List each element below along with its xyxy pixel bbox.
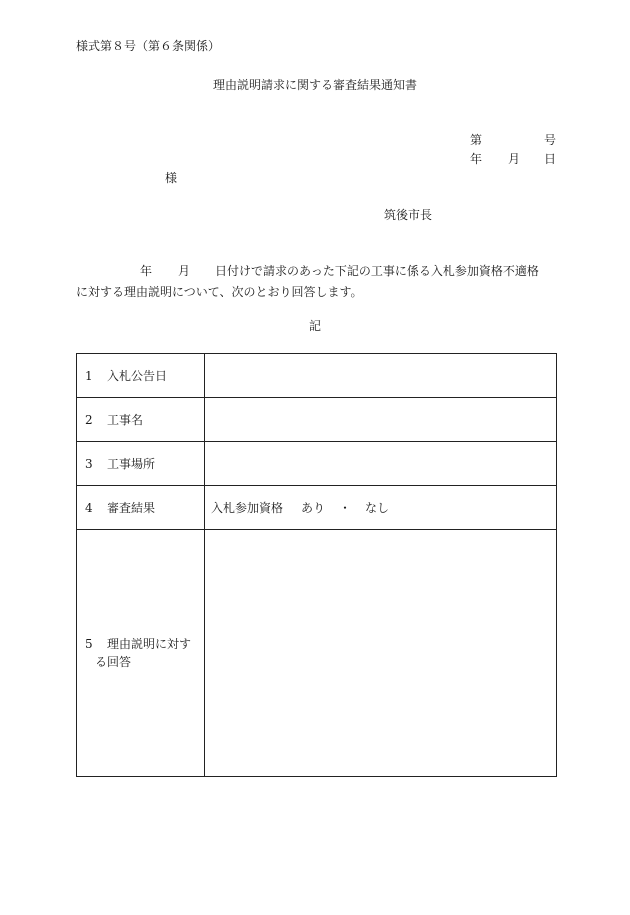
- table-row: [77, 398, 556, 442]
- row-label-line2: る回答: [95, 655, 132, 669]
- table-row: [77, 530, 556, 776]
- option-separator: ・: [339, 500, 352, 515]
- body-text-line2: に対する理由説明について、次のとおり回答します。: [76, 285, 363, 299]
- row-label: 審査結果: [107, 500, 156, 515]
- issuer-name: 筑後市長: [384, 208, 433, 222]
- construction-location-field[interactable]: [205, 442, 556, 485]
- bid-announcement-date-field[interactable]: [205, 354, 556, 397]
- option-yes[interactable]: あり: [301, 500, 326, 515]
- date-day-label: 日: [544, 152, 557, 166]
- row-number: 3: [85, 456, 93, 471]
- date-month-label: 月: [508, 152, 521, 166]
- row-label: 工事場所: [107, 456, 156, 471]
- reason-response-field[interactable]: [205, 530, 556, 776]
- row-number: 2: [85, 412, 93, 427]
- row-label: 工事名: [107, 412, 144, 427]
- row-label-cell: [77, 442, 205, 485]
- row-number: 1: [85, 368, 93, 383]
- body-text-line1: 日付けで請求のあった下記の工事に係る入札参加資格不適格: [215, 264, 539, 278]
- date-year-label: 年: [470, 152, 483, 166]
- ki-heading: 記: [308, 319, 321, 333]
- document-title: 理由説明請求に関する審査結果通知書: [212, 78, 417, 92]
- row-label-cell: [77, 354, 205, 397]
- issue-number-prefix: 第: [470, 133, 483, 147]
- row-label: 入札公告日: [107, 368, 168, 383]
- form-number: 様式第８号（第６条関係）: [76, 39, 221, 53]
- issue-number-suffix: 号: [544, 133, 557, 147]
- table-row: [77, 354, 556, 398]
- review-result-field: [205, 486, 556, 529]
- qualification-label: 入札参加資格: [211, 500, 284, 515]
- row-number: 5: [85, 637, 93, 651]
- row-label-cell: [77, 530, 205, 776]
- table-row: [77, 442, 556, 486]
- row-label-line1: 理由説明に対す: [107, 637, 192, 651]
- construction-name-field[interactable]: [205, 398, 556, 441]
- table-row: [77, 486, 556, 530]
- body-year-label: 年: [140, 264, 153, 278]
- addressee-honorific: 様: [165, 171, 178, 185]
- row-number: 4: [85, 500, 93, 515]
- row-label-cell: [77, 398, 205, 441]
- option-no[interactable]: なし: [365, 500, 390, 515]
- body-month-label: 月: [178, 264, 191, 278]
- row-label-cell: [77, 486, 205, 529]
- info-table: [76, 353, 557, 777]
